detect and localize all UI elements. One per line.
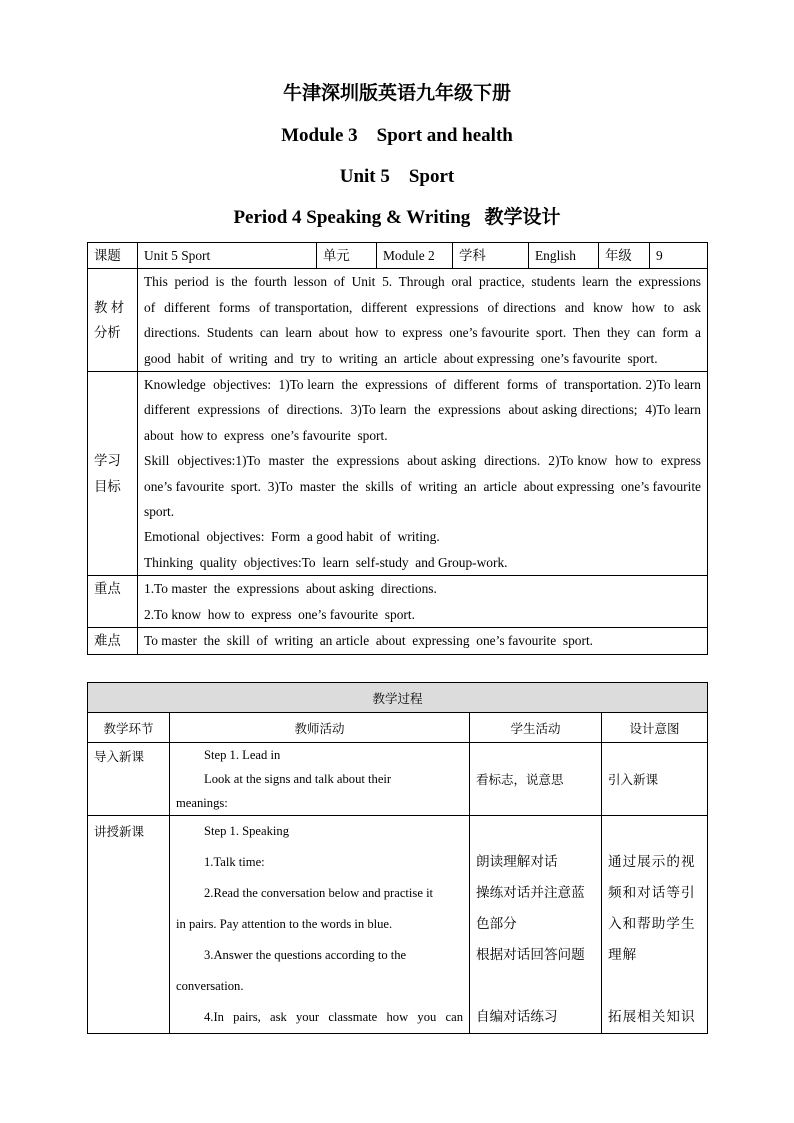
knowledge-objectives: Knowledge objectives: 1)To learn the expressions of different forms of transportation. 2)To learn different expressions of directions. 3)To learn the expressions about asking directions; 4)To learn about how to express one’s favourite sport. [144, 377, 708, 443]
subject-value: English [529, 243, 599, 269]
student-line: 根据对话回答问题 [476, 947, 585, 963]
teacher-line: 4.In pairs, ask your classmate how you can [204, 1010, 463, 1024]
skill-objectives: Skill objectives:1)To master the expressions about asking directions. 2)To know how to express one’s favourite sport. 3)To master the skills of writing an article about expressing one’s favourite sport. [144, 453, 708, 520]
teaching-process-title: 教学过程 [88, 683, 708, 713]
grade-value: 9 [650, 243, 708, 269]
student-line: 操练对话并注意蓝 [476, 885, 585, 901]
stage-lead-in: 导入新课 [88, 743, 170, 816]
document-title: 牛津深圳版英语九年级下册 [282, 83, 511, 104]
teacher-activity-lead-in [170, 743, 470, 816]
topic-label: 课题 [88, 243, 138, 269]
intent-line: 入和帮助学生 [608, 916, 696, 932]
key-points-label: 重点 [88, 576, 138, 628]
topic-value: Unit 5 Sport [138, 243, 317, 269]
unit-label: 单元 [317, 243, 377, 269]
student-line: 色部分 [476, 916, 517, 932]
teacher-line: Look at the signs and talk about their [204, 772, 392, 786]
teacher-line: conversation. [176, 979, 244, 993]
process-header-row [88, 713, 708, 743]
objectives-label-line-1: 学习 [94, 453, 121, 469]
period-title: Period 4 Speaking & Writing 教学设计 [233, 207, 561, 228]
intent-line: 频和对话等引 [608, 885, 696, 901]
student-activity-new-lesson [470, 816, 602, 1034]
analysis-label [88, 269, 138, 372]
col-intent: 设计意图 [602, 713, 708, 743]
student-line: 朗读理解对话 [476, 854, 558, 870]
document-header [0, 84, 794, 228]
student-line: 自编对话练习 [476, 1009, 558, 1025]
analysis-label-line-2: 分析 [94, 325, 121, 341]
difficult-points-label: 难点 [88, 628, 138, 654]
teacher-activity-new-lesson [170, 816, 470, 1034]
objectives-text [138, 372, 708, 576]
teacher-line: meanings: [176, 796, 228, 810]
unit-value: Module 2 [377, 243, 453, 269]
key-point-2: 2.To know how to express one’s favourite sport. [144, 606, 415, 622]
teaching-process-table [87, 682, 708, 1034]
analysis-label-line-1: 教 材 [94, 299, 125, 315]
emotional-objectives: Emotional objectives: Form a good habit of writing. [144, 529, 440, 545]
objectives-row [88, 372, 708, 576]
difficult-points-text: To master the skill of writing an article about expressing one’s favourite sport. [138, 628, 708, 654]
col-student: 学生活动 [470, 713, 602, 743]
intent-lead-in: 引入新课 [602, 743, 708, 816]
topic-row [88, 243, 708, 269]
col-teacher: 教师活动 [170, 713, 470, 743]
teacher-line: 2.Read the conversation below and practise it [204, 886, 434, 900]
student-activity-lead-in: 看标志，说意思 [470, 743, 602, 816]
analysis-row [88, 269, 708, 372]
objectives-label-line-2: 目标 [94, 478, 121, 494]
intent-line: 理解 [608, 947, 638, 963]
objectives-label [88, 372, 138, 576]
stage-new-lesson: 讲授新课 [88, 816, 170, 1034]
process-row-new-lesson [88, 816, 708, 1034]
module-title: Module 3 Sport and health [281, 125, 513, 146]
analysis-text: This period is the fourth lesson of Unit 5. Through oral practice, students learn the expressions of different forms of transportation, different expressions of directions and know how to ask directions. Students can learn about how to express one’s favourite sport. Then they can form a good habit of writing and try to writing an article about expressing one’s favourite sport. [138, 269, 708, 372]
intent-line: 拓展相关知识 [608, 1009, 696, 1025]
thinking-objectives: Thinking quality objectives:To learn self-study and Group-work. [144, 554, 508, 570]
subject-label: 学科 [453, 243, 529, 269]
teacher-line: in pairs. Pay attention to the words in blue. [176, 917, 393, 931]
teacher-line: Step 1. Lead in [204, 748, 281, 762]
key-points-text [138, 576, 708, 628]
key-points-row [88, 576, 708, 628]
teacher-line: Step 1. Speaking [204, 824, 290, 838]
difficult-points-row [88, 628, 708, 654]
teacher-line: 1.Talk time: [204, 855, 265, 869]
student-line [476, 971, 595, 1002]
grade-label: 年级 [599, 243, 650, 269]
lesson-info-table [87, 242, 708, 655]
intent-line [608, 971, 701, 1002]
unit-title: Unit 5 Sport [339, 166, 455, 187]
process-row-lead-in [88, 743, 708, 816]
col-stage: 教学环节 [88, 713, 170, 743]
key-point-1: 1.To master the expressions about asking directions. [144, 581, 437, 597]
teacher-line: 3.Answer the questions according to the [204, 948, 407, 962]
intent-line: 通过展示的视 [608, 854, 696, 870]
intent-new-lesson [602, 816, 708, 1034]
